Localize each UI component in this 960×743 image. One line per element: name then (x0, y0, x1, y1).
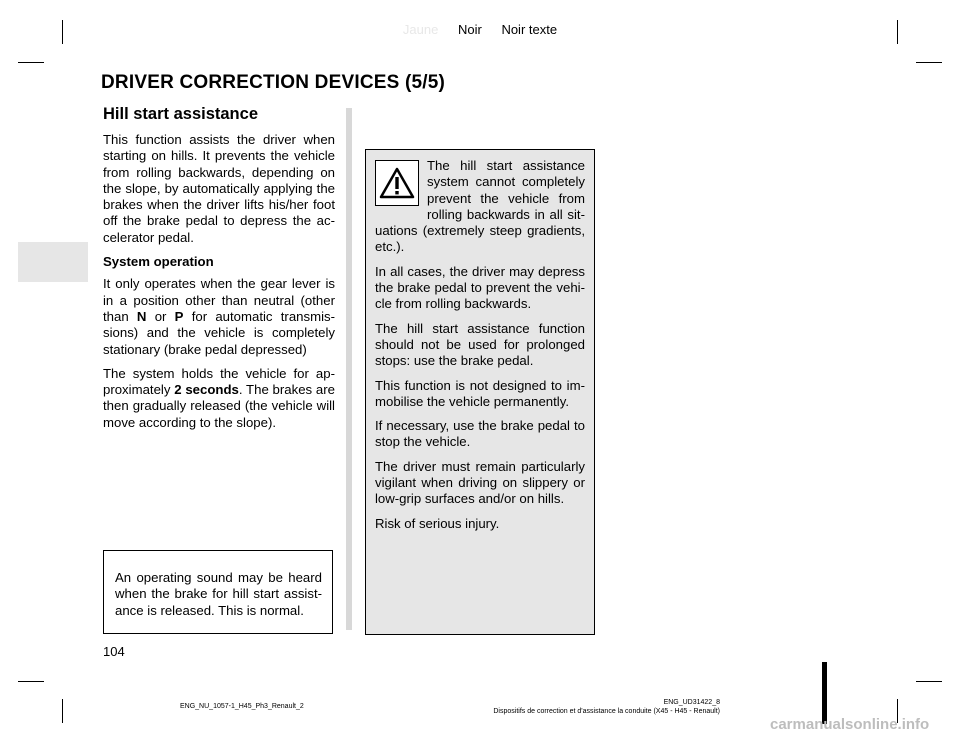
warning-paragraph: In all cases, the driver may depress the brake pedal to prevent the vehi-cle from rolling backwards. (375, 263, 585, 312)
page-title: DRIVER CORRECTION DEVICES (5/5) (101, 72, 446, 93)
footer-left: ENG_NU_1057-1_H45_Ph3_Renault_2 (180, 703, 304, 710)
warning-paragraph: The hill start assistance system cannot completely prevent the vehicle from rolling backwards in all sit-uations (extremely steep gradients, etc.). (375, 158, 585, 255)
page-number: 104 (103, 644, 125, 659)
print-color-noir: Noir (457, 22, 482, 37)
subsection-title: System operation (103, 254, 214, 270)
intro-paragraph: This function assists the driver when starting on hills. It prevents the vehicle from rolling backwards, depending on the slope, by automatically applying the brakes when the driver lifts his/her foot off the brake pedal to depress the ac-celerator pedal. (103, 132, 335, 245)
gear-p: P (174, 308, 184, 324)
print-color-noir-texte: Noir texte (501, 22, 558, 37)
hold-paragraph: The system holds the vehicle for ap-proximately 2 seconds. The brakes are then gradually released (the vehicle will move according to the slope). (103, 365, 335, 430)
operation-paragraph: It only operates when the gear lever is in a position other than neutral (other than N or P for automatic transmis-sions) and the vehicle is completely stationary (brake pedal depressed) (103, 276, 335, 357)
watermark: carmanualsonline.info (770, 716, 930, 733)
footer-section: Dispositifs de correction et d'assistance la conduite (X45 - H45 - Renault) (493, 708, 720, 715)
warning-paragraph: This function is not designed to im-mobilise the vehicle permanently. (375, 377, 585, 409)
left-column (103, 104, 335, 439)
note-text: An operating sound may be heard when the brake for hill start assist-ance is released. This is normal. (115, 570, 322, 618)
crop-mark (916, 681, 942, 682)
thumb-index-bar (822, 662, 827, 724)
warning-paragraph: Risk of serious injury. (375, 515, 500, 531)
footer-code: ENG_UD31422_8 (663, 699, 720, 706)
section-title: Hill start assistance (103, 105, 258, 123)
crop-mark (62, 699, 63, 723)
crop-mark (916, 62, 942, 63)
crop-mark (18, 62, 44, 63)
warning-box (365, 149, 595, 635)
warning-paragraph: The hill start assistance function should not be used for prolonged stops: use the brake pedal. (375, 320, 585, 369)
warning-triangle-icon (375, 160, 419, 206)
print-header (0, 22, 960, 37)
column-divider (346, 108, 352, 630)
crop-mark (18, 681, 44, 682)
note-box (103, 550, 333, 634)
section-tab (18, 242, 88, 282)
warning-paragraph: The driver must remain particularly vigilant when driving on slippery or low-grip surfaces and/or on hills. (375, 458, 585, 507)
print-color-jaune: Jaune (402, 22, 439, 37)
footer-right (420, 698, 720, 716)
warning-paragraph: If necessary, use the brake pedal to stop the vehicle. (375, 418, 585, 450)
gear-n: N (136, 308, 147, 324)
hold-duration: 2 seconds (174, 382, 239, 398)
